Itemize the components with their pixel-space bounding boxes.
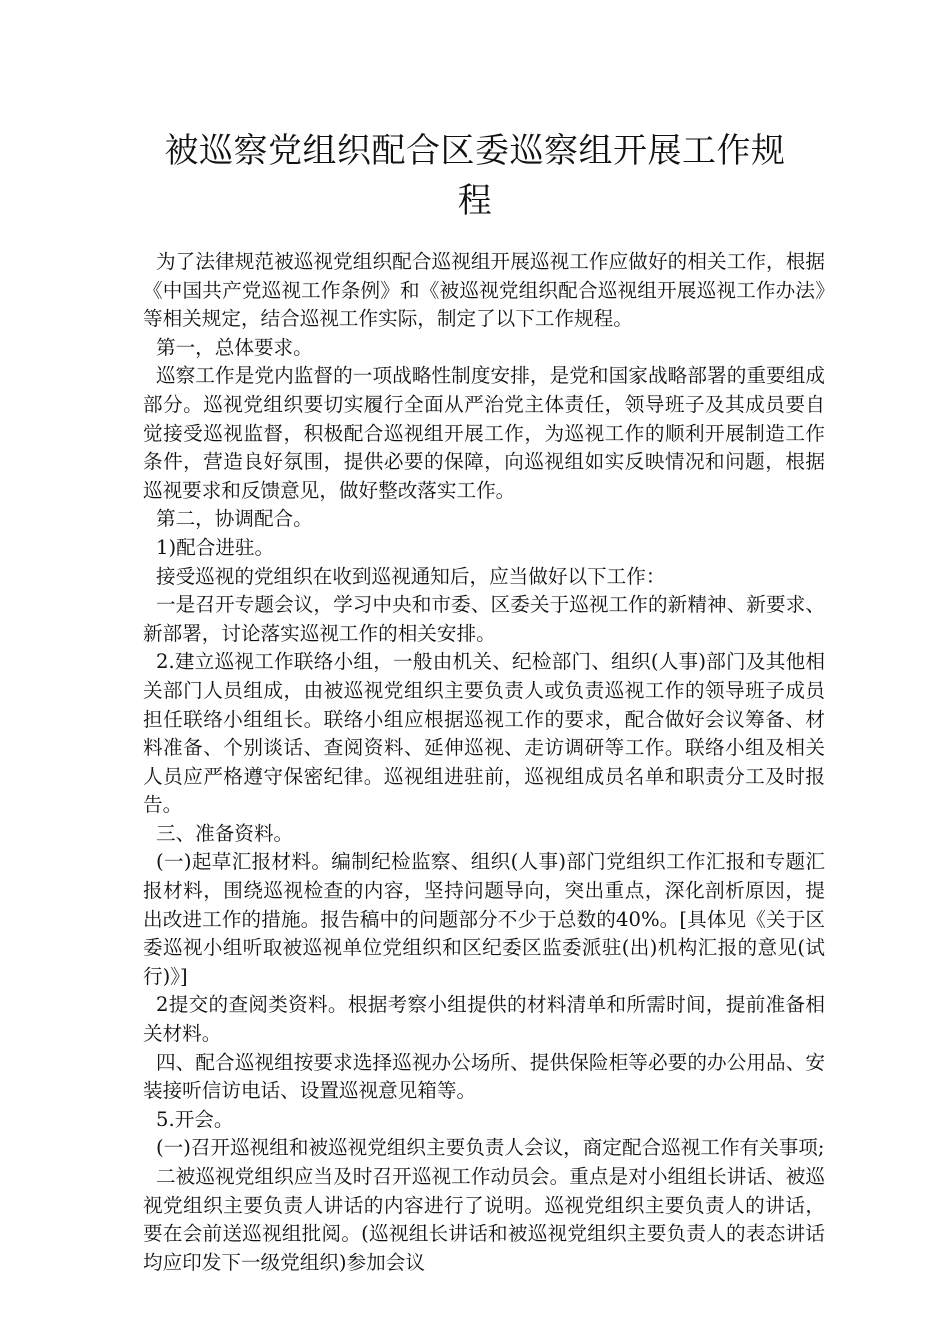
- entry-tasks-paragraph: 接受巡视的党组织在收到巡视通知后，应当做好以下工作：: [156, 564, 666, 588]
- subheading-cooperate-entry: 1)配合进驻。: [156, 535, 275, 559]
- special-meeting-paragraph: 一是召开专题会议，学习中央和市委、区委关于巡视工作的新精神、新要求、新部署，讨论落实巡视工作的相关安排。: [143, 593, 825, 645]
- liaison-group-paragraph: 2.建立巡视工作联络小组，一般由机关、纪检部门、组织(人事)部门及其他相关部门人员组成，由被巡视党组织主要负责人或负责巡视工作的领导班子成员担任联络小组组长。联络小组应根据巡视工作的要求，配合做好会议筹备、材料准备、个别谈话、查阅资料、延伸巡视、走访调研等工作。联络小组及相关人员应严格遵守保密纪律。巡视组进驻前，巡视组成员名单和职责分工及时报告。: [143, 650, 825, 817]
- review-materials-paragraph: 2提交的查阅类资料。根据考察小组提供的材料清单和所需时间，提前准备相关材料。: [143, 993, 825, 1046]
- office-support-paragraph: 四、配合巡视组按要求选择巡视办公场所、提供保险柜等必要的办公用品、安装接听信访电话、设置巡视意见箱等。: [143, 1050, 825, 1103]
- document-title: 被巡察党组织配合区委巡察组开展工作规程: [164, 131, 786, 221]
- report-materials-paragraph: (一)起草汇报材料。编制纪检监察、组织(人事)部门党组织工作汇报和专题汇报材料，围绕巡视检查的内容，坚持问题导向，突出重点，深化剖析原因，提出改进工作的措施。报告稿中的问题部分不少于总数的40%。[具体见《关于区委巡视小组听取被巡视单位党组织和区纪委区监委派驻(出)机构汇报的意见(试行)》]: [143, 850, 825, 988]
- intro-paragraph: 为了法律规范被巡视党组织配合巡视组开展巡视工作应做好的相关工作，根据《中国共产党巡视工作条例》和《被巡视党组织配合巡视组开展巡视工作办法》等相关规定，结合巡视工作实际，制定了以下工作规程。: [143, 250, 825, 331]
- section-heading-coordination: 第二，协调配合。: [156, 507, 313, 531]
- document-body: [143, 248, 825, 1277]
- section-heading-prepare-materials: 三、准备资料。: [156, 821, 294, 845]
- section-heading-general-requirements: 第一，总体要求。: [156, 335, 313, 359]
- leader-meeting-paragraph: (一)召开巡视组和被巡视党组织主要负责人会议，商定配合巡视工作有关事项;: [156, 1136, 825, 1160]
- mobilization-meeting-paragraph: 二被巡视党组织应当及时召开巡视工作动员会。重点是对小组组长讲话、被巡视党组织主要负责人讲话的内容进行了说明。巡视党组织主要负责人的讲话，要在会前送巡视组批阅。(巡视组长讲话和被巡视党组织主要负责人的表态讲话均应印发下一级党组织)参加会议: [143, 1165, 825, 1274]
- subheading-meeting: 5.开会。: [156, 1107, 234, 1131]
- general-requirements-paragraph: 巡察工作是党内监督的一项战略性制度安排，是党和国家战略部署的重要组成部分。巡视党组织要切实履行全面从严治党主体责任，领导班子及其成员要自觉接受巡视监督，积极配合巡视组开展工作，为巡视工作的顺利开展制造工作条件，营造良好氛围，提供必要的保障，向巡视组如实反映情况和问题，根据巡视要求和反馈意见，做好整改落实工作。: [143, 364, 825, 502]
